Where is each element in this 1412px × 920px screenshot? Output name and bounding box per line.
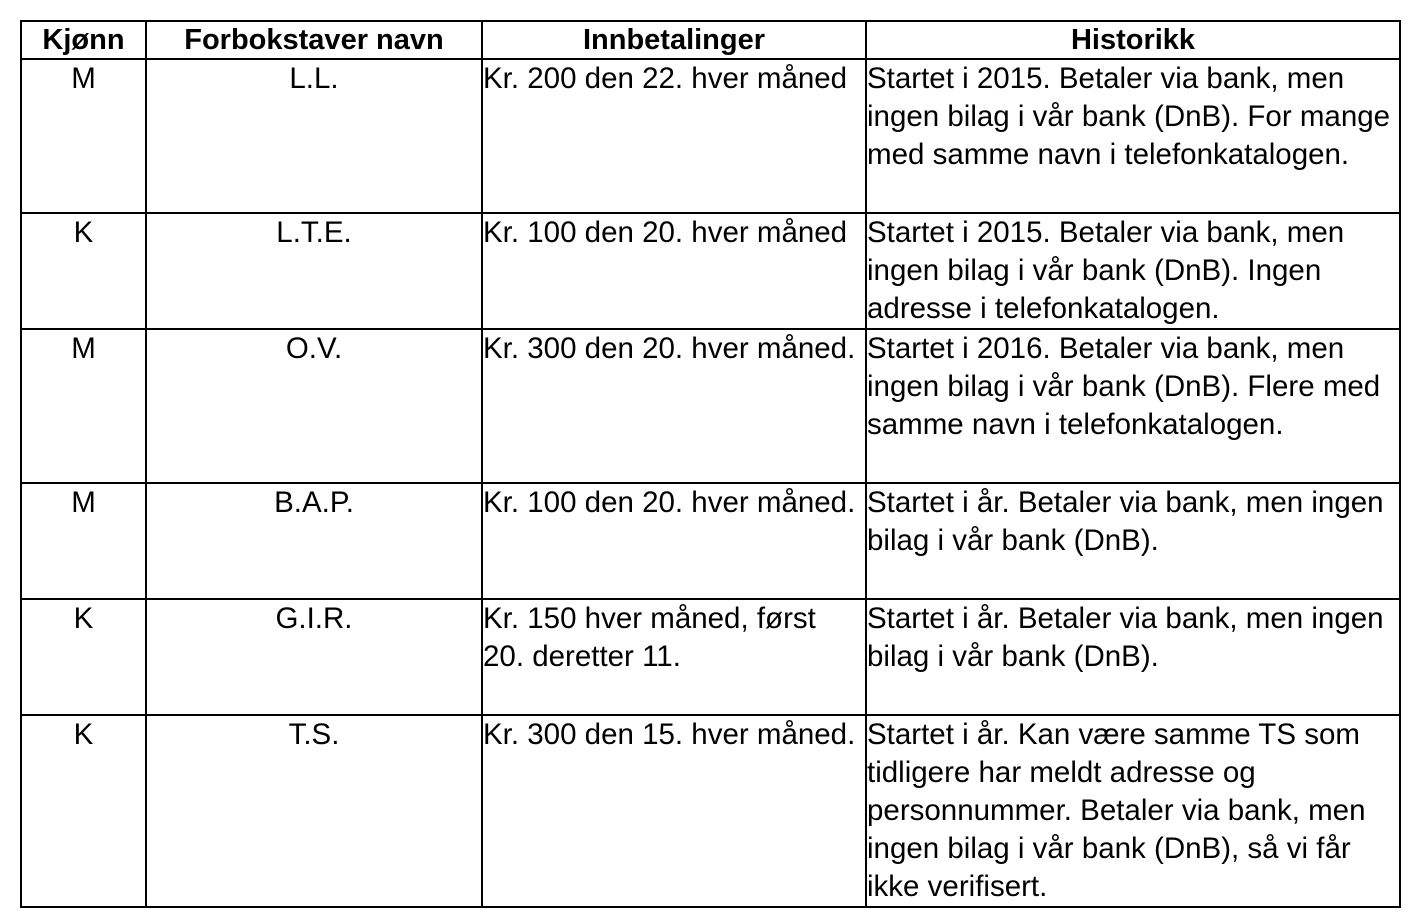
cell-history: Startet i år. Betaler via bank, men ingen bilag i vår bank (DnB).: [866, 483, 1400, 599]
cell-payments: Kr. 300 den 20. hver måned.: [482, 329, 866, 483]
donor-table: [20, 20, 1401, 908]
header-gender: Kjønn: [21, 21, 146, 59]
header-history: Historikk: [866, 21, 1400, 59]
cell-initials: T.S.: [146, 715, 482, 907]
table-row: [21, 329, 1400, 483]
header-initials: Forbokstaver navn: [146, 21, 482, 59]
cell-payments: Kr. 300 den 15. hver måned.: [482, 715, 866, 907]
table-row: [21, 59, 1400, 213]
header-payments: Innbetalinger: [482, 21, 866, 59]
table-row: [21, 213, 1400, 329]
cell-initials: L.L.: [146, 59, 482, 213]
cell-gender: K: [21, 213, 146, 329]
cell-gender: M: [21, 329, 146, 483]
cell-gender: M: [21, 59, 146, 213]
cell-history: Startet i år. Kan være samme TS som tidligere har meldt adresse og personnummer. Betaler via bank, men ingen bilag i vår bank (DnB), så vi får ikke verifisert.: [866, 715, 1400, 907]
header-row: [21, 21, 1400, 59]
cell-initials: G.I.R.: [146, 599, 482, 715]
cell-payments: Kr. 200 den 22. hver måned: [482, 59, 866, 213]
cell-initials: B.A.P.: [146, 483, 482, 599]
cell-initials: O.V.: [146, 329, 482, 483]
cell-gender: M: [21, 483, 146, 599]
table-row: [21, 483, 1400, 599]
cell-payments: Kr. 100 den 20. hver måned: [482, 213, 866, 329]
cell-gender: K: [21, 715, 146, 907]
cell-payments: Kr. 150 hver måned, først 20. deretter 11.: [482, 599, 866, 715]
table-row: [21, 715, 1400, 907]
cell-history: Startet i år. Betaler via bank, men ingen bilag i vår bank (DnB).: [866, 599, 1400, 715]
cell-payments: Kr. 100 den 20. hver måned.: [482, 483, 866, 599]
cell-gender: K: [21, 599, 146, 715]
cell-initials: L.T.E.: [146, 213, 482, 329]
table-row: [21, 599, 1400, 715]
cell-history: Startet i 2016. Betaler via bank, men ingen bilag i vår bank (DnB). Flere med samme navn i telefonkatalogen.: [866, 329, 1400, 483]
cell-history: Startet i 2015. Betaler via bank, men ingen bilag i vår bank (DnB). For mange med samme navn i telefonkatalogen.: [866, 59, 1400, 213]
cell-history: Startet i 2015. Betaler via bank, men ingen bilag i vår bank (DnB). Ingen adresse i telefonkatalogen.: [866, 213, 1400, 329]
